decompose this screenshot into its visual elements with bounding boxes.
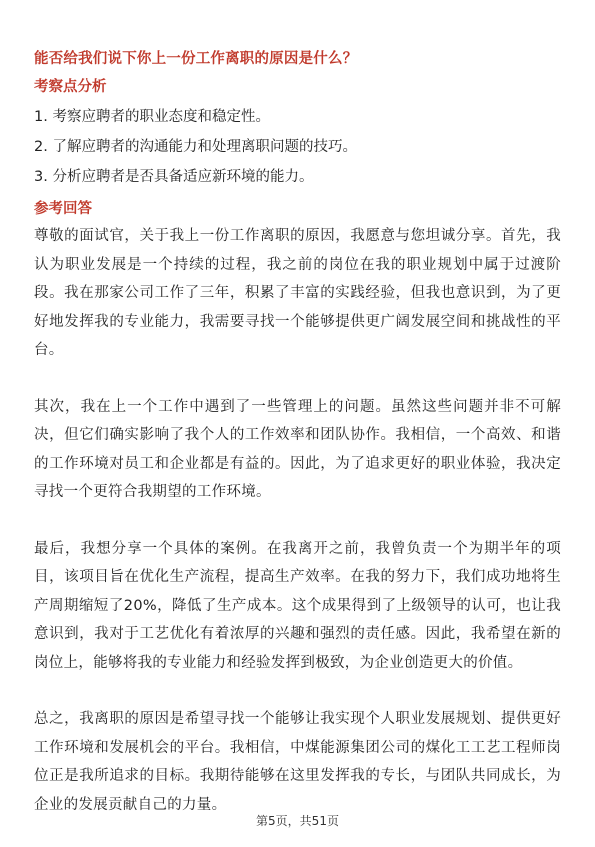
analysis-section-title: 考察点分析 (34, 79, 107, 95)
answer-body (34, 222, 561, 819)
analysis-item: 1. 考察应聘者的职业态度和稳定性。 (34, 109, 270, 125)
page-number-footer: 第5页，共51页 (256, 814, 339, 828)
analysis-list (34, 102, 561, 192)
answer-paragraph: 尊敬的面试官，关于我上一份工作离职的原因，我愿意与您坦诚分享。首先，我认为职业发展是一个持续的过程，我之前的岗位在我的职业规划中属于过渡阶段。我在那家公司工作了三年，积累了丰富的实践经验，但我也意识到，为了更好地发挥我的专业能力，我需要寻找一个能够提供更广阔发展空间和挑战性的平台。 (34, 228, 561, 358)
analysis-item: 3. 分析应聘者是否具备适应新环境的能力。 (34, 169, 314, 185)
answer-paragraph: 其次，我在上一个工作中遇到了一些管理上的问题。虽然这些问题并非不可解决，但它们确实影响了我个人的工作效率和团队协作。我相信，一个高效、和谐的工作环境对员工和企业都是有益的。因此，为了追求更好的职业体验，我决定寻找一个更符合我期望的工作环境。 (34, 398, 561, 500)
answer-paragraph: 总之，我离职的原因是希望寻找一个能够让我实现个人职业发展规划、提供更好工作环境和发展机会的平台。我相信，中煤能源集团公司的煤化工工艺工程师岗位正是我所追求的目标。我期待能够在这里发挥我的专长，与团队共同成长，为企业的发展贡献自己的力量。 (34, 711, 561, 813)
answer-paragraph: 最后，我想分享一个具体的案例。在我离开之前，我曾负责一个为期半年的项目，该项目旨在优化生产流程，提高生产效率。在我的努力下，我们成功地将生产周期缩短了20%，降低了生产成本。这个成果得到了上级领导的认可，也让我意识到，我对于工艺优化有着浓厚的兴趣和强烈的责任感。因此，我希望在新的岗位上，能够将我的专业能力和经验发挥到极致，为企业创造更大的价值。 (34, 540, 561, 671)
analysis-item: 2. 了解应聘者的沟通能力和处理离职问题的技巧。 (34, 139, 357, 155)
answer-section-title: 参考回答 (34, 201, 92, 217)
question-heading: 能否给我们说下你上一份工作离职的原因是什么？ (34, 51, 358, 67)
document-page (34, 44, 561, 847)
